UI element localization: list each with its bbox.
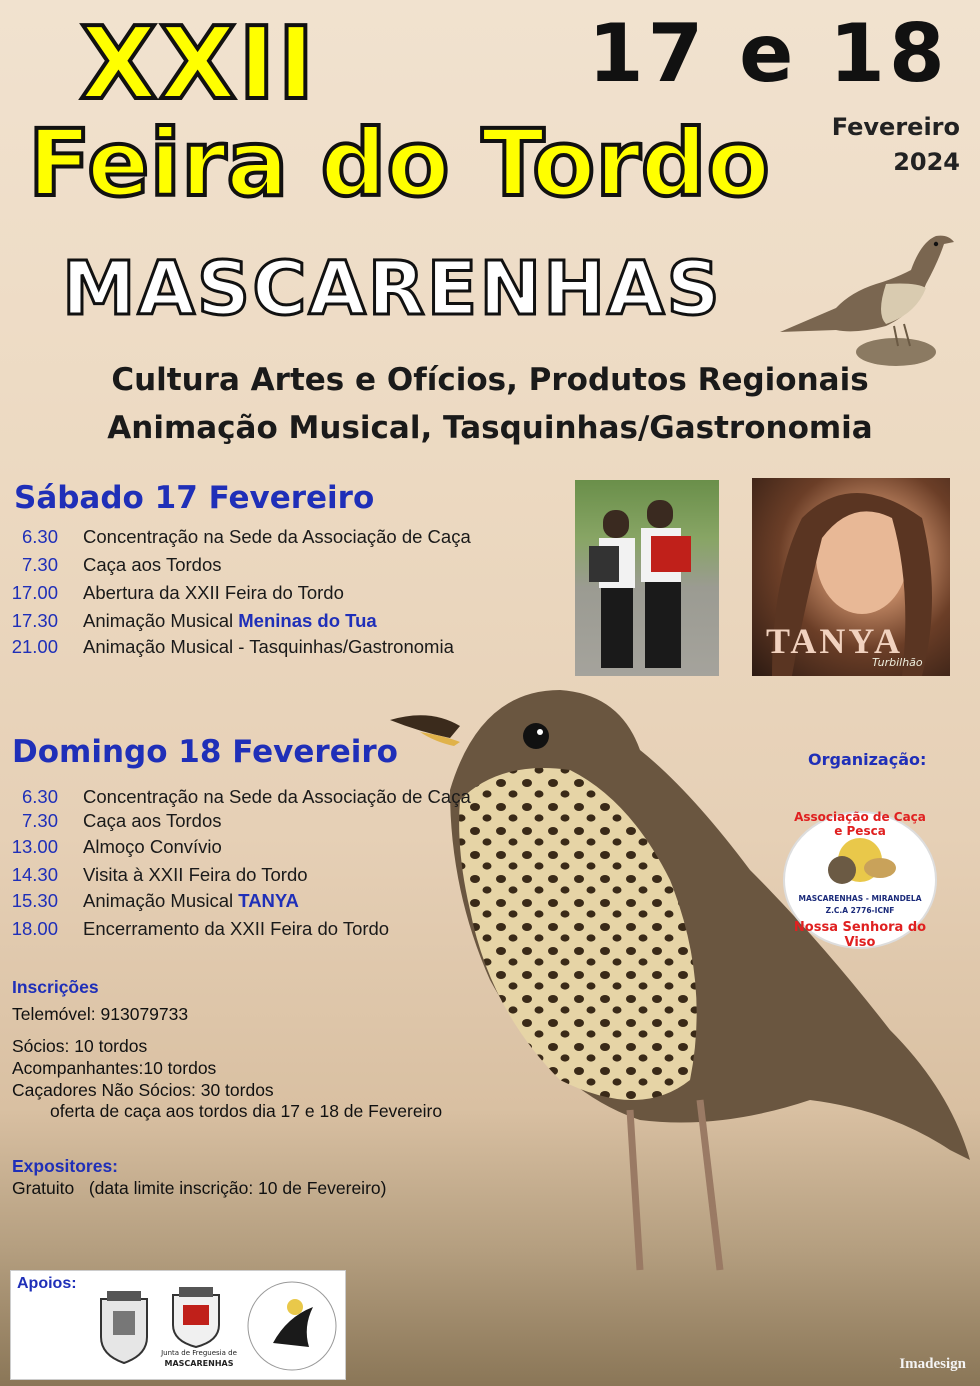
schedule-text <box>83 610 377 632</box>
association-badge <box>782 810 938 950</box>
schedule-time: 7.30 <box>21 554 58 575</box>
performer-name: Meninas do Tua <box>238 610 377 631</box>
sunday-schedule <box>0 786 560 946</box>
crest-mirandela-icon <box>85 1289 163 1373</box>
subtitle-line-2: Animação Musical, Tasquinhas/Gastronomia <box>107 410 873 446</box>
year: 2024 <box>893 147 960 176</box>
saturday-heading: Sábado 17 Fevereiro <box>14 480 375 516</box>
tanya-logo-text: TANYA <box>766 621 904 661</box>
badge-place-text: MASCARENHAS - MIRANDELA <box>798 894 922 903</box>
schedule-time: 14.30 <box>11 864 58 885</box>
schedule-text-plain: Animação Musical <box>83 890 239 911</box>
schedule-time: 21.00 <box>11 636 58 657</box>
tanya-album: Turbilhão <box>872 656 923 669</box>
registrations-members: Sócios: 10 tordos <box>12 1036 148 1056</box>
schedule-text: Almoço Convívio <box>83 836 222 857</box>
month-year <box>832 110 960 180</box>
exhibitors-text: Gratuito (data limite inscrição: 10 de Fevereiro) <box>12 1178 387 1198</box>
registrations-label: Inscrições <box>12 977 99 997</box>
saturday-schedule <box>0 526 560 666</box>
thrush-bird-large-icon <box>390 680 980 1300</box>
meninas-do-tua-photo <box>575 480 719 676</box>
schedule-text: Encerramento da XXII Feira do Tordo <box>83 918 390 939</box>
badge-bottom-text: Nossa Senhora do Viso <box>793 920 927 950</box>
schedule-time: 15.30 <box>11 890 58 911</box>
schedule-text: Animação Musical - Tasquinhas/Gastronomia <box>83 636 454 657</box>
designer-credit: Imadesign <box>899 1356 966 1372</box>
schedule-text-plain: Animação Musical <box>83 610 239 631</box>
supports-panel <box>10 1270 346 1380</box>
schedule-text: Concentração na Sede da Associação de Caça <box>83 526 471 547</box>
organization-label: Organização: <box>808 750 927 769</box>
performer-name: TANYA <box>238 890 299 911</box>
supports-label: Apoios: <box>17 1275 77 1292</box>
schedule-text: Visita à XXII Feira do Tordo <box>83 864 308 885</box>
schedule-time: 13.00 <box>11 836 58 857</box>
schedule-time: 17.30 <box>11 610 58 631</box>
accordion-players-figure <box>575 480 719 676</box>
subtitle-line-1: Cultura Artes e Ofícios, Produtos Regionais <box>111 362 869 398</box>
schedule-text: Caça aos Tordos <box>83 810 222 831</box>
place-title: MASCARENHAS <box>62 246 722 332</box>
exhibitors-label: Expositores: <box>12 1156 118 1176</box>
registrations-non-members: Caçadores Não Sócios: 30 tordos <box>12 1080 274 1100</box>
schedule-text: Caça aos Tordos <box>83 554 222 575</box>
schedule-time: 18.00 <box>11 918 58 939</box>
registrations-phone: Telemóvel: 913079733 <box>12 1004 189 1024</box>
crest-mascarenhas-icon <box>161 1285 231 1349</box>
schedule-text <box>83 890 299 912</box>
federation-logo-icon <box>243 1277 341 1375</box>
tanya-photo <box>752 478 950 676</box>
schedule-text: Abertura da XXII Feira do Tordo <box>83 582 344 603</box>
crest-caption-2: MASCARENHAS <box>164 1359 234 1368</box>
schedule-time: 17.00 <box>11 582 58 603</box>
event-dates: 17 e 18 <box>588 7 949 100</box>
registrations-companions: Acompanhantes:10 tordos <box>12 1058 217 1078</box>
badge-code-text: Z.C.A 2776-ICNF <box>825 906 895 915</box>
edition-title: XXII <box>80 5 317 122</box>
thrush-bird-small-icon <box>776 222 956 372</box>
event-title: Feira do Tordo <box>28 110 770 217</box>
registrations-offer: oferta de caça aos tordos dia 17 e 18 de Fevereiro <box>50 1101 443 1121</box>
badge-top-text: Associação de Caça e Pesca <box>794 810 926 838</box>
schedule-time: 7.30 <box>21 810 58 831</box>
month: Fevereiro <box>831 113 960 141</box>
schedule-text: Concentração na Sede da Associação de Caça <box>83 786 471 807</box>
sunday-heading: Domingo 18 Fevereiro <box>12 734 398 770</box>
crest-caption-1: Junta de Freguesia de <box>161 1349 237 1357</box>
schedule-time: 6.30 <box>21 786 58 807</box>
schedule-time: 6.30 <box>21 526 58 547</box>
